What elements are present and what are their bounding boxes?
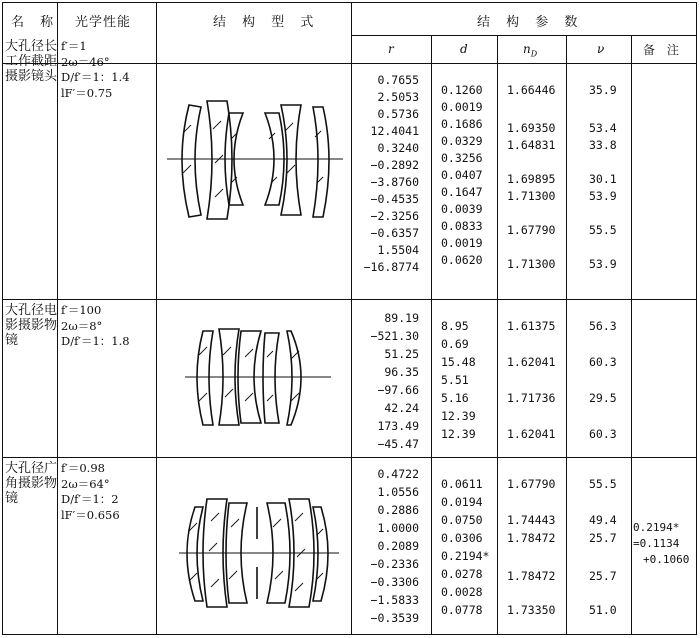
col-divider xyxy=(431,35,432,634)
header-name: 名 称 xyxy=(11,15,60,30)
header-performance: 光学性能 xyxy=(75,15,132,30)
lens-data-table: 名 称 光学性能 结 构 型 式 结 构 参 数 r d $n_D$ ν 备 注 大孔径长工作截距摄影镜头 f′＝1 2ω＝46° D/f′＝1：1.4 lF′＝0.75 0.7655 2.5053 0.5736 12.4041 0.3240 −0.2892 −3.8760 −0.4535 −2.3256 −0.6357 1.5504 −16.8774 0.1260 0.0019 0.1686 0.0329 0.3256 0.0407 0.1647 0.0039 0.0833 0.0019 0.0620 1.66446 1.69350 1.64831 1.69895 1.71300 1.67790 1.71300 35.9 53.4 33.8 30.1 53.9 55.5 53.9 大孔径电影摄影物镜 f′＝100 2ω＝8° D/f′＝1：1.8 89.19 −521.30 51.25 96.35 −97.66 42.24 173.49 −45.47 8.95 0.69 15.48 5.51 5.16 12.39 12.39 1.61375 1.62041 1.71736 1.62041 56.3 60.3 29.5 60.3 大孔径广角摄影物镜 f′＝0.98 2ω＝64° D/f′＝1：2 lF′＝0.656 0.4722 1.0556 0.2886 1.0000 0.2089 −0.2336 −0.3306 −1.5833 −0.3539 0.0611 0.0194 0.0750 0.0306 0.2194* 0.0278 0.0028 0.0778 1.67790 1.74443 1.78472 1.78472 1.73350 55.5 49.4 25.7 25.7 51.0 0.2194* =0.1134 +0.1060 xyxy=(2,2,697,635)
row-divider xyxy=(3,299,696,300)
header-remarks: 备 注 xyxy=(643,43,683,57)
lens-diagram-2 xyxy=(175,321,335,433)
row2-performance: f′＝100 2ω＝8° D/f′＝1：1.8 xyxy=(61,303,130,348)
row2-name: 大孔径电影摄影物镜 xyxy=(5,303,58,348)
header-d: d xyxy=(460,42,468,56)
row-divider xyxy=(351,35,696,36)
row3-name: 大孔径广角摄影物镜 xyxy=(5,461,58,506)
lens-diagram-1 xyxy=(163,93,343,233)
row-divider xyxy=(3,457,696,458)
row1-name: 大孔径长工作截距摄影镜头 xyxy=(5,39,58,84)
col-divider xyxy=(497,35,498,634)
col-divider xyxy=(631,35,632,634)
row3-performance: f′＝0.98 2ω＝64° D/f′＝1：2 lF′＝0.656 xyxy=(61,461,120,522)
row1-performance: f′＝1 2ω＝46° D/f′＝1：1.4 lF′＝0.75 xyxy=(61,39,130,100)
col-divider xyxy=(566,35,567,634)
header-nu: ν xyxy=(597,42,605,56)
lens-diagram-3 xyxy=(173,491,343,611)
header-nd: $n_D$ xyxy=(523,42,538,59)
col-divider xyxy=(156,3,157,634)
col-divider xyxy=(351,3,352,634)
header-structure-type: 结 构 型 式 xyxy=(213,15,320,30)
header-structure-params: 结 构 参 数 xyxy=(477,15,584,30)
header-r: r xyxy=(388,42,394,56)
